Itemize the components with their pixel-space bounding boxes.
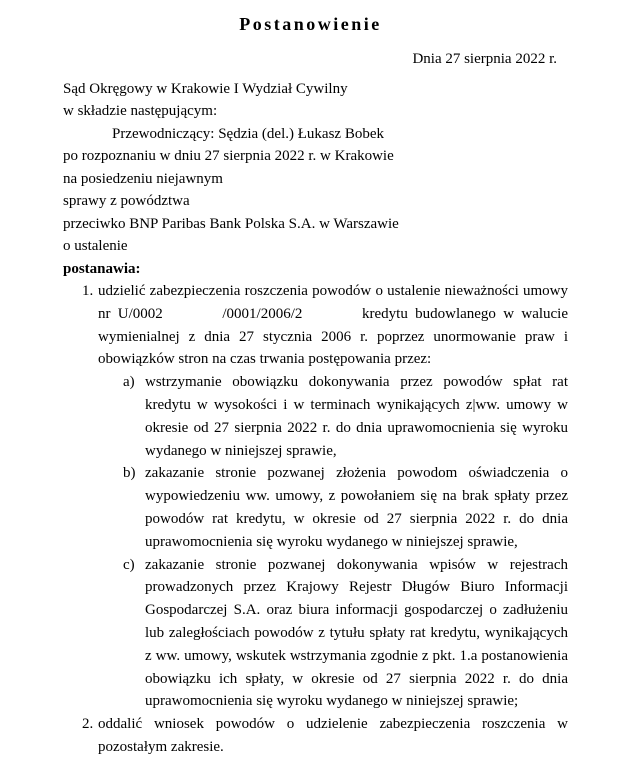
decision-intro-line: postanawia: — [63, 260, 141, 277]
preamble — [63, 78, 568, 281]
order-item-2 — [63, 713, 568, 759]
item-1a-text: wstrzymanie obowiązku dokonywania przez powodów spłat rat kredytu w wysokości i w terminach wynikających z|ww. umowy w okresie od 27 sierpnia 2022 r. do dnia uprawomocnienia się wyroku wydanego w niniejszej sprawie, — [145, 374, 568, 459]
item-1b-marker: b) — [123, 465, 136, 482]
court-name-line: Sąd Okręgowy w Krakowie I Wydział Cywilny — [63, 80, 348, 97]
session-line: na posiedzeniu niejawnym — [63, 170, 223, 187]
item-1-text-start: udzielić zabezpieczenia roszczenia powodów o ustalenie nieważności umowy nr — [98, 283, 568, 322]
panel-intro-line: w składzie następującym: — [63, 103, 218, 119]
contract-number-part-2: /0001/2006/2 — [222, 305, 303, 322]
judge-line: Przewodniczący: Sędzia (del.) Łukasz Bobek — [112, 125, 384, 142]
item-1c-text: zakazanie stronie pozwanej dokonywania wpisów w rejestrach prowadzonych przez Krajowy Rejestr Długów Biuro Informacji Gospodarczej S.A. oraz biura informacji gospodarczej o zadłużeniu lub zaległościach powodów z tytułu spłaty rat kredytu, wynikających z ww. umowy, wskutek wstrzymania zgodnie z pkt. 1.a postanowienia obowiązku ich spłaty, w okresie od 27 sierpnia 2022 r. do dnia uprawomocnienia się wyroku wydanego w niniejszej sprawie; — [145, 556, 568, 710]
claim-line: sprawy z powództwa — [63, 193, 190, 209]
contract-number-part-1: U/0002 — [117, 305, 163, 322]
order-item-1b — [63, 462, 568, 553]
item-1-text — [98, 280, 568, 371]
order-item-1a — [63, 371, 568, 462]
item-1c-marker: c) — [123, 556, 135, 573]
order-list — [63, 280, 568, 759]
order-item-1c — [63, 554, 568, 714]
item-1-text-end: kredytu budowlanego w walucie wymienialnej z dnia 27 stycznia 2006 r. poprzez unormowanie praw i obowiązków stron na czas trwania postępowania przez: — [98, 305, 568, 368]
item-1-marker: 1. — [82, 283, 94, 299]
subject-line: o ustalenie — [63, 238, 128, 254]
document-title: Postanowienie — [239, 14, 382, 34]
defendant-line: przeciwko BNP Paribas Bank Polska S.A. w Warszawie — [63, 215, 399, 232]
recognition-line: po rozpoznaniu w dniu 27 sierpnia 2022 r. w Krakowie — [63, 148, 394, 164]
item-1b-text: zakazanie stronie pozwanej złożenia powodom oświadczenia o wypowiedzeniu ww. umowy, z powołaniem się na brak spłaty przez powodów rat kredytu, w okresie od 27 sierpnia 2022 r. do dnia uprawomocnienia się wyroku wydanego w niniejszej sprawie, — [145, 465, 568, 550]
item-2-text: oddalić wniosek powodów o udzielenie zabezpieczenia roszczenia w pozostałym zakresie. — [98, 716, 568, 755]
order-item-1 — [63, 280, 568, 371]
date-line: Dnia 27 sierpnia 2022 r. — [412, 51, 557, 67]
item-2-marker: 2. — [82, 716, 94, 733]
item-1a-marker: a) — [123, 374, 135, 391]
